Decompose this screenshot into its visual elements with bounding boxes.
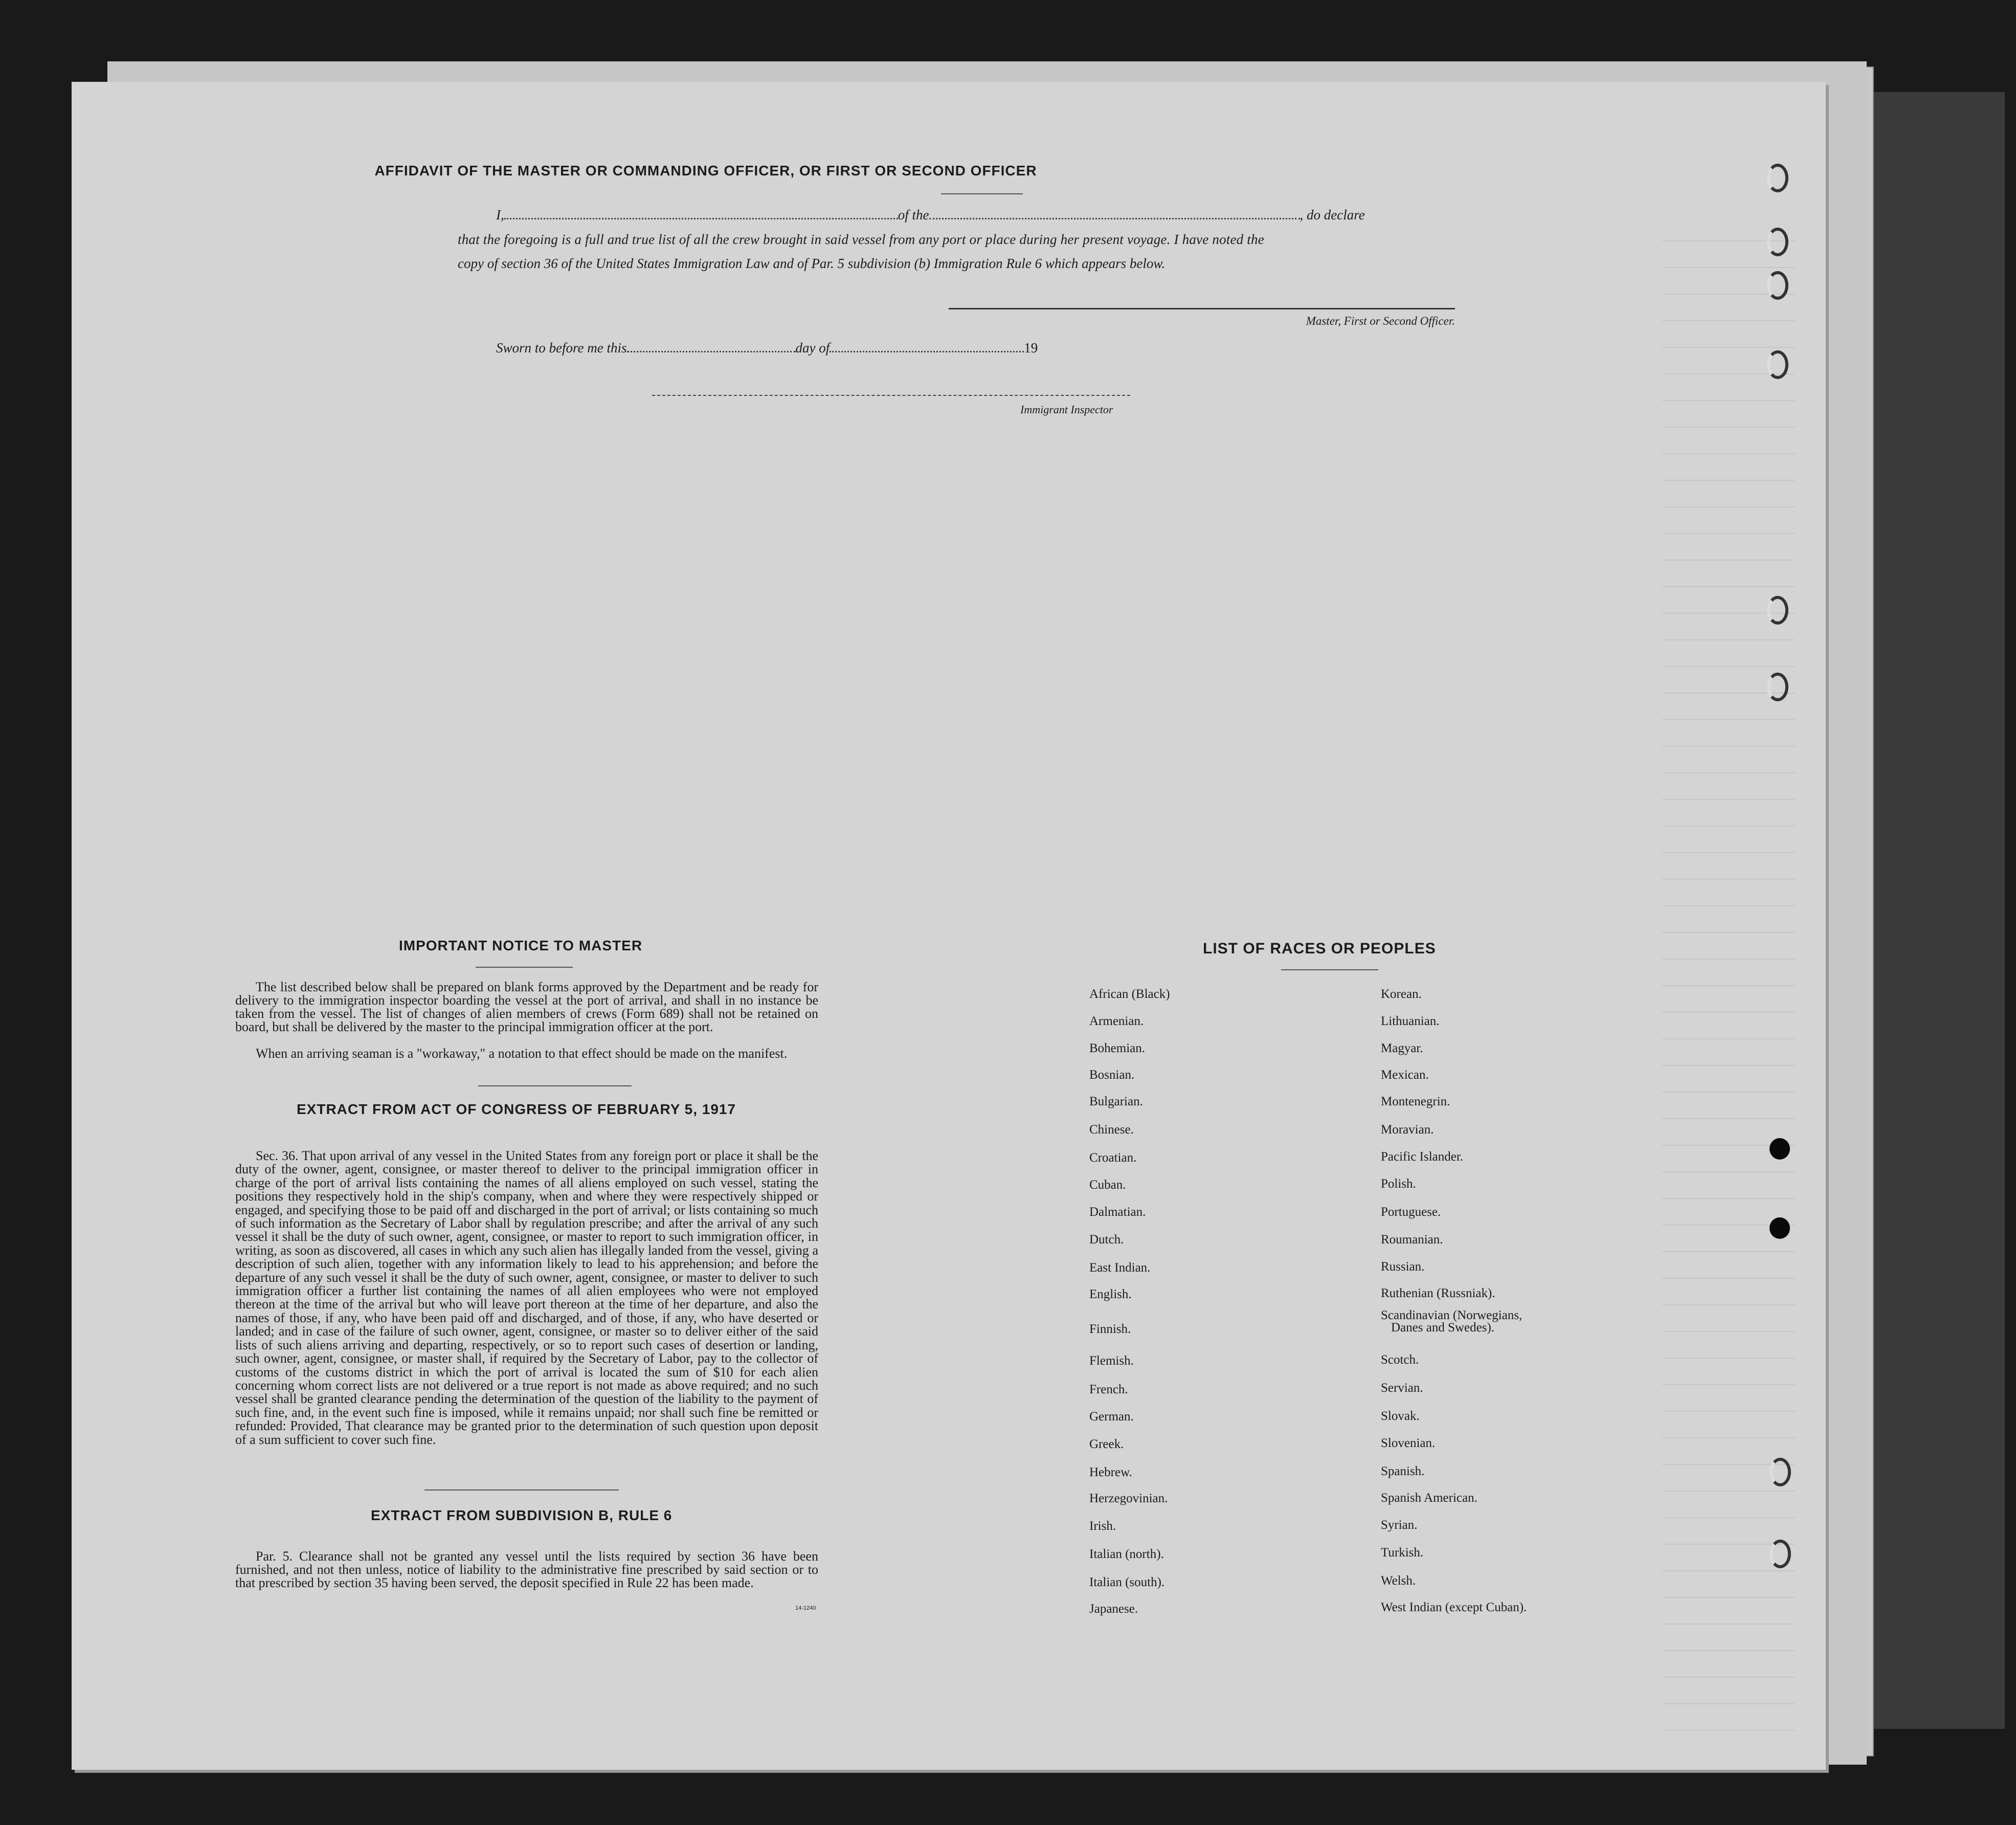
race-item: Herzegovinian. — [1089, 1492, 1168, 1505]
race-item: Moravian. — [1381, 1123, 1434, 1137]
master-signature-line[interactable] — [949, 308, 1455, 309]
binder-hole-icon — [1769, 1540, 1791, 1568]
notice-paragraph-2: When an arriving seaman is a "workaway," a notation to that effect should be made on the manifest. — [256, 1046, 788, 1061]
master-caption: Master, First or Second Officer. — [1306, 315, 1455, 327]
race-item: Scotch. — [1381, 1353, 1419, 1367]
binder-hole-icon — [1769, 1217, 1790, 1239]
race-item: Dalmatian. — [1089, 1205, 1146, 1219]
ledger-lines-showthrough — [1662, 215, 1795, 1749]
form-code: 14-1240 — [795, 1605, 816, 1611]
race-item: Hebrew. — [1089, 1465, 1132, 1479]
race-item: Ruthenian (Russniak). — [1381, 1286, 1495, 1300]
dark-backing — [1851, 92, 2005, 1729]
race-item: Spanish American. — [1381, 1491, 1477, 1505]
binder-hole-icon — [1767, 350, 1788, 379]
race-item: Roumanian. — [1381, 1233, 1443, 1247]
rule-par-5-text: Par. 5. Clearance shall not be granted any vessel until the lists required by section 36 have been furnished, and not then unless, notice of liability to the administrative fine prescribed by said section or to that prescribed by section 35 having been served, the deposit specified in Rule 22 has been made. — [235, 1549, 818, 1590]
race-item: Armenian. — [1089, 1014, 1144, 1028]
race-item: Croatian. — [1089, 1151, 1137, 1165]
race-item: Turkish. — [1381, 1546, 1424, 1560]
inspector-caption: Immigrant Inspector — [1020, 403, 1113, 416]
races-title: LIST OF RACES OR PEOPLES — [1203, 940, 1436, 957]
affidavit-declare: , do declare — [1300, 207, 1365, 222]
race-item: Slovenian. — [1381, 1436, 1436, 1450]
binder-hole-icon — [1769, 1458, 1791, 1486]
divider — [478, 1085, 632, 1086]
act-section-36-text: Sec. 36. That upon arrival of any vessel in the United States from any foreign port or place it shall be the duty of the owner, agent, consignee, or master thereof to deliver to the principal immigration officer in charge of the port of arrival lists containing the names of all aliens employed on such vessel, stating the positions they respectively hold in the ship's company, when and where they were respectively shipped or engaged, and specifying those to be paid off and discharged in the port of arrival; or lists containing so much of such information as the Secretary of Labor shall by regulation prescribe; and after the arrival of any such vessel it shall be the duty of such owner, agent, consignee, or master to report to such immigration officer, in writing, as soon as discovered, all cases in which any such alien has illegally landed from the vessel, giving a description of such alien, together with any information likely to lead to his apprehension; and before the departure of any such vessel it shall be the duty of such owner, agent, consignee, or master to deliver to such immigration officer a further list containing the names of all alien employees who were not employed thereon at the time of the arrival but who will leave port thereon at the time of her departure, and also the names of those, if any, who have been paid off and discharged, and of those, if any, who have deserted or landed; and in case of the failure of such owner, agent, consignee, or master so to deliver either of the said lists of such aliens arriving and departing, respectively, or so to report such cases of desertion or landing, such owner, agent, consignee, or master shall, if required by the Secretary of Labor, pay to the collector of customs of the customs district in which the port of arrival is located the sum of $10 for each alien concerning whom correct lists are not delivered or a true report is not made as above required; and no such vessel shall be granted clearance pending the determination of the question of the liability to the payment of such fine, and, in the event such fine is imposed, while it remains unpaid; nor shall such fine be remitted or refunded: Provided, That clearance may be granted prior to the determination of such question upon deposit of a sum sufficient to cover such fine. — [235, 1148, 818, 1447]
binder-hole-icon — [1767, 596, 1788, 625]
sworn-line — [496, 340, 1038, 356]
race-item: Portuguese. — [1381, 1205, 1441, 1219]
race-item: Flemish. — [1089, 1354, 1134, 1368]
notice-title: IMPORTANT NOTICE TO MASTER — [399, 938, 643, 953]
race-item: Italian (north). — [1089, 1547, 1164, 1561]
race-item: English. — [1089, 1287, 1132, 1301]
race-item: Cuban. — [1089, 1178, 1126, 1192]
sworn-day-field[interactable] — [627, 351, 796, 352]
divider — [1281, 969, 1378, 970]
race-item: Danes and Swedes). — [1391, 1321, 1495, 1334]
race-item: Greek. — [1089, 1437, 1124, 1451]
race-item: Russian. — [1381, 1260, 1425, 1274]
race-item: Japanese. — [1089, 1602, 1138, 1616]
race-item: Bohemian. — [1089, 1041, 1146, 1055]
binder-hole-icon — [1767, 228, 1788, 256]
inspector-signature-line[interactable] — [652, 395, 1130, 396]
binder-hole-icon — [1767, 673, 1788, 701]
year-label: 19 — [1024, 340, 1038, 355]
affidavit-of-the: of the — [898, 207, 929, 222]
affidavit-i: I, — [496, 207, 504, 222]
binder-hole-icon — [1767, 164, 1788, 192]
sworn-label: Sworn to before me this — [496, 340, 627, 355]
race-item: Servian. — [1381, 1381, 1423, 1395]
binder-hole-icon — [1767, 271, 1788, 300]
race-item: French. — [1089, 1383, 1128, 1396]
race-item: Montenegrin. — [1381, 1095, 1450, 1108]
race-item: Bosnian. — [1089, 1068, 1135, 1082]
race-item: Mexican. — [1381, 1068, 1429, 1082]
day-of-label: day of — [795, 340, 830, 355]
race-item: Welsh. — [1381, 1574, 1416, 1588]
act-extract-title: EXTRACT FROM ACT OF CONGRESS OF FEBRUARY 5, 1917 — [297, 1101, 736, 1117]
race-item: Lithuanian. — [1381, 1014, 1440, 1028]
race-item: Polish. — [1381, 1177, 1416, 1191]
vessel-field[interactable] — [929, 218, 1300, 219]
race-item: Pacific Islander. — [1381, 1150, 1464, 1164]
binder-hole-icon — [1769, 1138, 1790, 1160]
race-item: Spanish. — [1381, 1464, 1425, 1478]
race-item: Scandinavian (Norwegians, — [1381, 1308, 1522, 1322]
affidavit-line-2: that the foregoing is a full and true list of all the crew brought in said vessel from any port or place during her present voyage. I have noted the — [458, 232, 1264, 247]
race-item: West Indian (except Cuban). — [1381, 1600, 1527, 1614]
affidavit-title: AFFIDAVIT OF THE MASTER OR COMMANDING OFFICER, OR FIRST OR SECOND OFFICER — [374, 163, 1037, 179]
race-item: Bulgarian. — [1089, 1095, 1143, 1108]
race-item: African (Black) — [1089, 987, 1170, 1001]
race-item: Chinese. — [1089, 1123, 1134, 1137]
divider — [941, 193, 1023, 194]
race-item: Magyar. — [1381, 1041, 1423, 1055]
document-page — [72, 82, 1826, 1770]
race-item: Italian (south). — [1089, 1575, 1165, 1589]
sworn-month-field[interactable] — [830, 351, 1024, 352]
race-item: Syrian. — [1381, 1518, 1418, 1532]
rule-extract-title: EXTRACT FROM SUBDIVISION B, RULE 6 — [371, 1507, 673, 1523]
divider — [476, 967, 573, 968]
race-item: East Indian. — [1089, 1261, 1151, 1275]
notice-paragraph-1: The list described below shall be prepared on blank forms approved by the Department and be ready for delivery to the immigration inspector boarding the vessel at the port of arrival, and shall in no instance be taken from the vessel. The list of changes of alien members of crews (Form 689) shall not be retained on board, but shall be delivered by the master to the principal immigration officer at the port. — [235, 980, 818, 1034]
affidavit-line-1 — [496, 207, 1498, 223]
name-field[interactable] — [504, 218, 898, 219]
divider — [424, 1489, 619, 1490]
race-item: Irish. — [1089, 1519, 1116, 1533]
race-item: Korean. — [1381, 987, 1422, 1001]
affidavit-line-3: copy of section 36 of the United States Immigration Law and of Par. 5 subdivision (b) Immigration Rule 6 which appears below. — [458, 256, 1166, 271]
race-item: Slovak. — [1381, 1409, 1420, 1423]
race-item: German. — [1089, 1410, 1134, 1423]
race-item: Dutch. — [1089, 1233, 1124, 1247]
race-item: Finnish. — [1089, 1322, 1131, 1336]
